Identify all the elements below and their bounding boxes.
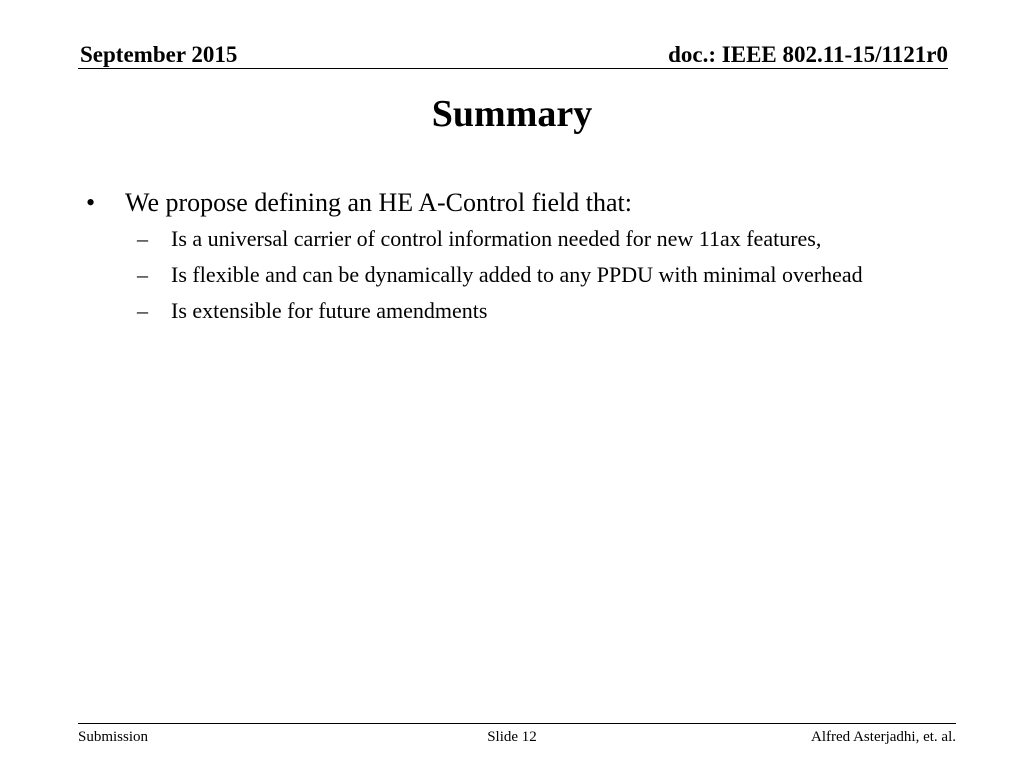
footer-author: Alfred Asterjadhi, et. al. xyxy=(811,729,956,745)
sub-bullet-marker: – xyxy=(137,226,148,251)
header-date: September 2015 xyxy=(80,42,238,67)
sub-bullet-marker: – xyxy=(137,262,148,287)
header-divider xyxy=(78,68,948,69)
footer-submission: Submission xyxy=(78,729,149,745)
slide-body xyxy=(86,186,946,332)
sub-bullet-list xyxy=(86,224,946,326)
slide-title: Summary xyxy=(431,93,593,135)
sub-bullet-text: Is extensible for future amendments xyxy=(171,298,488,323)
sub-bullet-item xyxy=(86,260,946,290)
sub-bullet-marker: – xyxy=(137,298,148,323)
footer-slide-number: Slide 12 xyxy=(487,729,537,745)
bullet-item xyxy=(86,186,946,220)
sub-bullet-text: Is flexible and can be dynamically added to any PPDU with minimal overhead xyxy=(171,262,863,287)
sub-bullet-item xyxy=(86,224,946,254)
bullet-marker: • xyxy=(86,188,96,217)
header-doc-id: doc.: IEEE 802.11-15/1121r0 xyxy=(668,42,948,67)
sub-bullet-item xyxy=(86,296,946,326)
footer-divider xyxy=(78,723,956,724)
bullet-text: We propose defining an HE A-Control field that: xyxy=(125,188,632,217)
sub-bullet-text: Is a universal carrier of control information needed for new 11ax features, xyxy=(171,226,822,251)
